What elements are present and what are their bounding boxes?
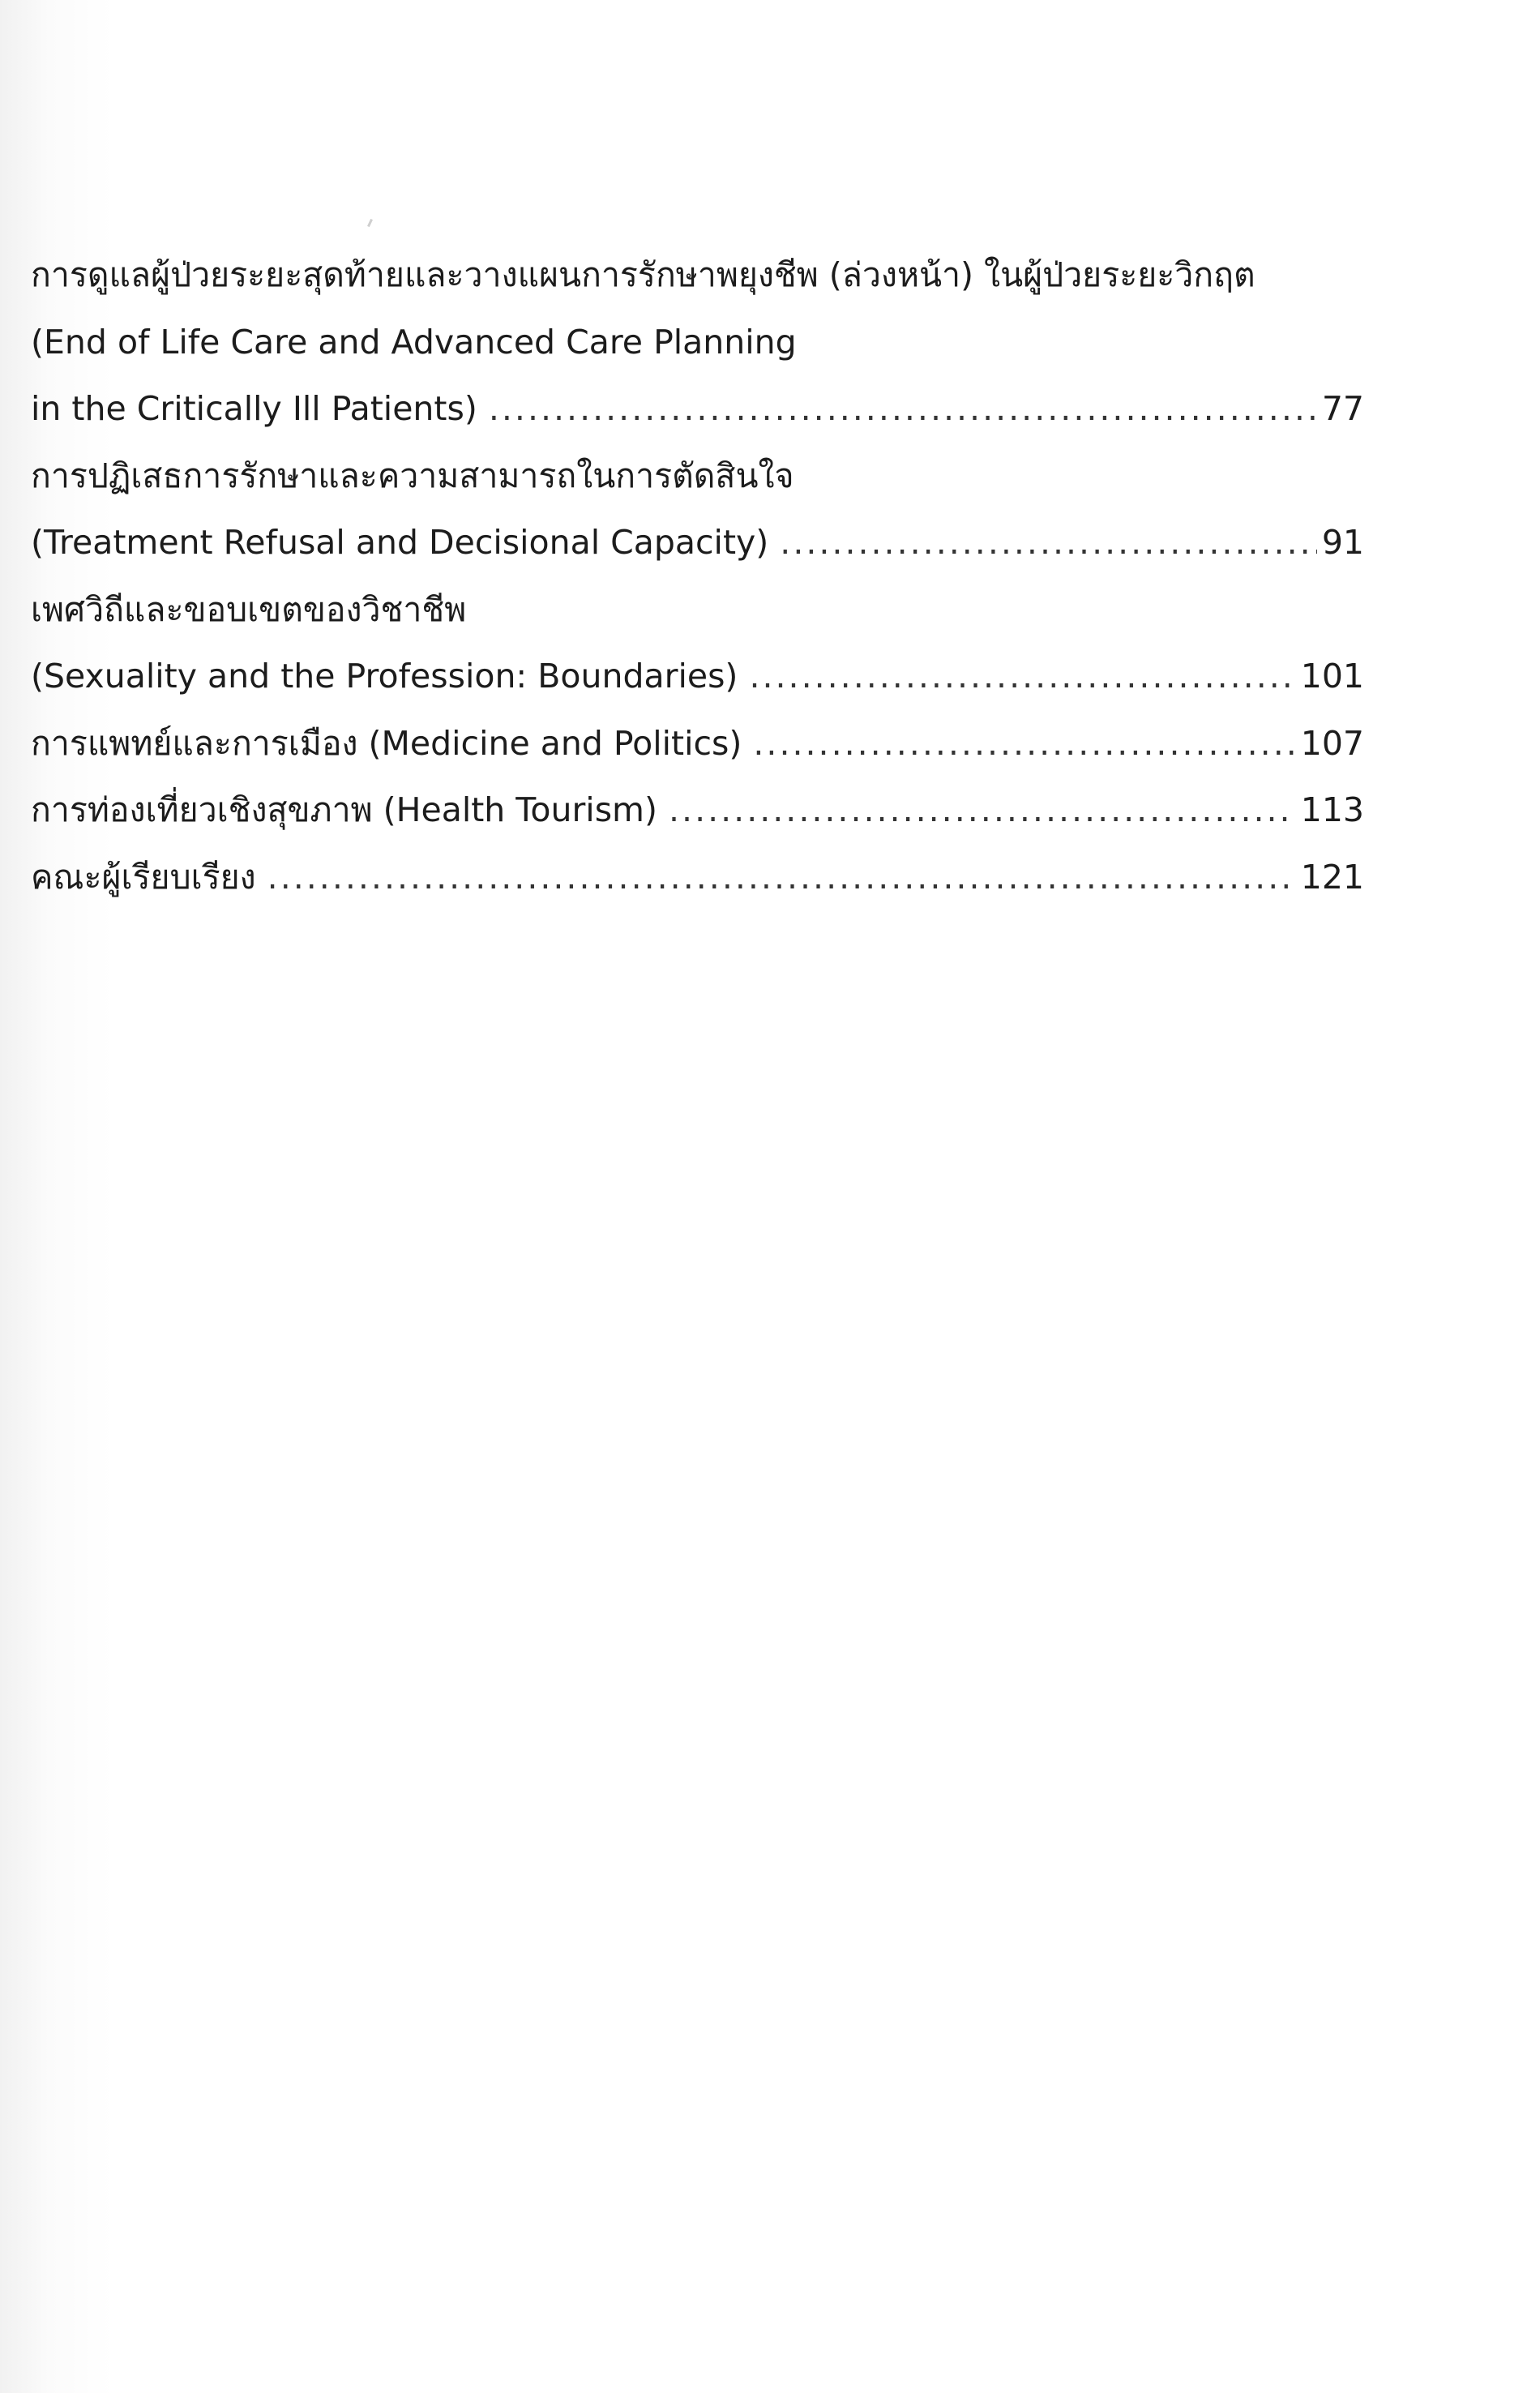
toc-entry-1-page-number: 77 bbox=[1321, 389, 1364, 428]
toc-entry-1-line-1: การดูแลผู้ป่วยระยะสุดท้ายและวางแผนการรักษาพยุงชีพ (ล่วงหน้า) ในผู้ป่วยระยะวิกฤต bbox=[31, 255, 1256, 294]
scan-artifact bbox=[367, 219, 373, 227]
toc-entry-4-page-number: 107 bbox=[1300, 723, 1364, 763]
toc-entry-3-final-line[interactable] bbox=[31, 643, 1364, 710]
toc-entry-1-final-line[interactable] bbox=[31, 375, 1364, 443]
toc-entry-3-line-2: (Sexuality and the Profession: Boundaries) bbox=[31, 657, 738, 696]
toc-entry-5-line-1: การท่องเที่ยวเชิงสุขภาพ (Health Tourism) bbox=[31, 790, 657, 829]
toc-entry-6-final-line[interactable] bbox=[31, 844, 1364, 911]
toc-entry-2-page-number: 91 bbox=[1321, 523, 1364, 562]
toc-entry-1-line-3: in the Critically Ill Patients) bbox=[31, 389, 477, 428]
dot-leader bbox=[489, 375, 1317, 443]
toc-entry-6-page-number: 121 bbox=[1300, 857, 1364, 897]
dot-leader bbox=[669, 777, 1296, 844]
dot-leader bbox=[753, 710, 1295, 777]
toc-entry-2-line-1: การปฏิเสธการรักษาและความสามารถในการตัดสินใจ bbox=[31, 456, 794, 495]
dot-leader bbox=[780, 509, 1317, 576]
table-of-contents bbox=[31, 242, 1364, 910]
toc-entry-6-line-1: คณะผู้เรียบเรียง bbox=[31, 857, 256, 897]
toc-entry-5-final-line[interactable] bbox=[31, 777, 1364, 844]
toc-entry-3-line-1: เพศวิถีและขอบเขตของวิชาชีพ bbox=[31, 589, 467, 629]
toc-entry-1-line-2: (End of Life Care and Advanced Care Planning bbox=[31, 322, 797, 362]
toc-entry-5-page-number: 113 bbox=[1300, 790, 1364, 829]
toc-entry-3-page-number: 101 bbox=[1300, 657, 1364, 696]
toc-entry-2-line-2: (Treatment Refusal and Decisional Capacity) bbox=[31, 523, 769, 562]
toc-entry-4-final-line[interactable] bbox=[31, 710, 1364, 777]
dot-leader bbox=[749, 643, 1295, 710]
dot-leader bbox=[267, 844, 1296, 911]
toc-entry-2-final-line[interactable] bbox=[31, 509, 1364, 576]
toc-entry-4-line-1: การแพทย์และการเมือง (Medicine and Politics) bbox=[31, 723, 742, 763]
